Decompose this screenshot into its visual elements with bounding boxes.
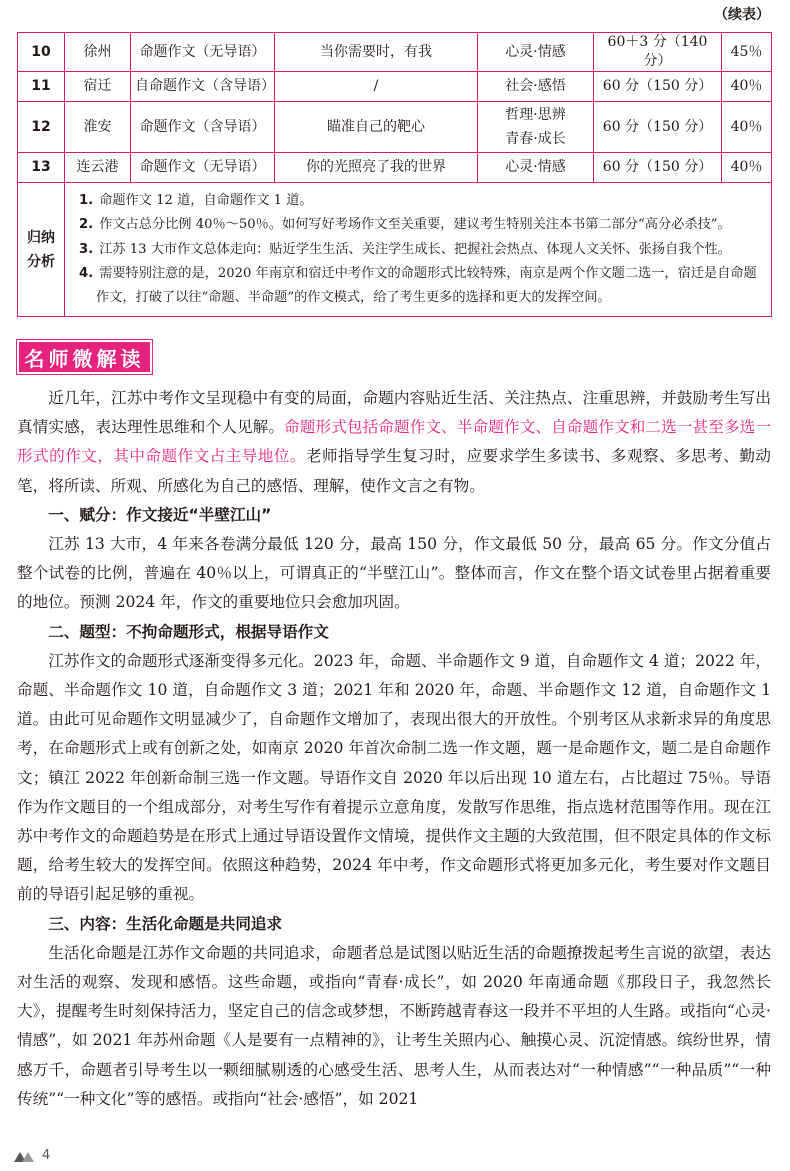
- city-cell: 徐州: [65, 33, 131, 72]
- score-cell: 60＋3 分（140 分）: [594, 33, 722, 72]
- title-cell: 瞄准自己的靶心: [275, 102, 478, 153]
- summary-item-number: 3.: [79, 241, 94, 257]
- title-cell: /: [275, 72, 478, 102]
- ratio-cell: 40％: [722, 102, 772, 153]
- ratio-cell: 40％: [722, 72, 772, 102]
- theme-cell: 心灵·情感: [478, 33, 594, 72]
- section-heading: 二、题型：不拘命题形式，根据导语作文: [48, 622, 329, 641]
- summary-row: [18, 183, 772, 317]
- form-cell: 自命题作文（含导语）: [131, 72, 275, 102]
- score-cell: 60 分（150 分）: [594, 72, 722, 102]
- summary-heading: [18, 183, 65, 317]
- summary-body: [65, 183, 772, 317]
- row-number: 12: [18, 102, 65, 153]
- row-number: 13: [18, 153, 65, 183]
- form-cell: 命题作文（无导语）: [131, 33, 275, 72]
- summary-item-text: 江苏 13 大市作文总体走向：贴近学生生活、关注学生成长、把握社会热点、体现人文关怀、张扬自我个性。: [99, 241, 731, 257]
- theme-cell: 心灵·情感: [478, 153, 594, 183]
- page-mark-icon: [14, 1150, 36, 1162]
- section-heading: 三、内容：生活化命题是共同追求: [48, 914, 283, 933]
- section-paragraph: 生活化命题是江苏作文命题的共同追求，命题者总是试图以贴近生活的命题撩拨起考生言说的欲望，表达对生活的观察、发现和感悟。这些命题，或指向“青春·成长”，如 2020 年南通命题《那段日子，我忽然长大》，提醒考生时刻保持活力，坚定自己的信念或梦想，不断跨越青春这一段并不平坦的人生路。或指向“心灵·情感”，如 2021 年苏州命题《人是要有一点精神的》，让考生关照内心、触摸心灵、沉淀情感。缤纷世界，情感万千，命题者引导考生以一颗细腻剔透的心感受生活、思考人生，从而表达对“一种情感”“一种品质”“一种传统”“一种文化”等的感悟。或指向“社会·感悟”，如 2021: [17, 943, 771, 1108]
- summary-item-text: 命题作文 12 道，自命题作文 1 道。: [99, 193, 313, 208]
- table-row: [18, 72, 772, 102]
- score-cell: 60 分（150 分）: [594, 102, 722, 153]
- section-paragraph: 江苏 13 大市，4 年来各卷满分最低 120 分，最高 150 分，作文最低 50 分，最高 65 分。作文分值占整个试卷的比例，普遍在 40％以上，可谓真正的“半壁江山”。整体而言，作文在整个语文试卷里占据着重要的地位。预测 2024 年，作文的重要地位只会愈加巩固。: [17, 535, 771, 612]
- intro-text: 近几年，江苏中考作文呈现稳中有变的局面，命题内容贴近生活、关注热点、注重思辨，并鼓励考生写出真情实感，表达理性思维和个人见解。: [17, 389, 771, 437]
- ratio-cell: 45％: [722, 33, 772, 72]
- highlighted-text: 命题形式包括命题作文、半命题作文、自命题作文和二选一甚至多选一形式的作文，其中命题作文占主导地位。: [17, 418, 771, 466]
- section-heading: 一、赋分：作文接近“半壁江山”: [48, 505, 272, 524]
- page-footer: [14, 1148, 50, 1163]
- form-cell: 命题作文（含导语）: [131, 102, 275, 153]
- summary-item-number: 1.: [79, 193, 94, 208]
- summary-item-text: 作文占总分比例 40％～50％。如何写好考场作文至关重要，建议考生特别关注本书第二部分“高分必杀技”。: [99, 217, 731, 233]
- summary-item: [79, 213, 761, 237]
- table-row: [18, 153, 772, 183]
- title-cell: 你的光照亮了我的世界: [275, 153, 478, 183]
- table-row: [18, 33, 772, 72]
- summary-item-number: 2.: [79, 217, 94, 233]
- summary-item: [79, 189, 761, 213]
- theme-cell: 社会·感悟: [478, 72, 594, 102]
- score-cell: 60 分（150 分）: [594, 153, 722, 183]
- section-banner: 名师微解读: [17, 340, 152, 374]
- intro-paragraph: [17, 384, 771, 501]
- city-cell: 宿迁: [65, 72, 131, 102]
- city-cell: 淮安: [65, 102, 131, 153]
- summary-heading-line: 分析: [27, 253, 55, 270]
- summary-heading-line: 归纳: [27, 229, 55, 246]
- theme-line: 哲理·思辨: [505, 107, 566, 123]
- row-number: 11: [18, 72, 65, 102]
- summary-item-text: 需要特别注意的是，2020 年南京和宿迁中考作文的命题形式比较特殊，南京是两个作文题二选一，宿迁是自命题作文，打破了以往“命题、半命题”的作文模式，给了考生更多的选择和更大的发挥空间。: [96, 265, 757, 306]
- exam-table: [17, 32, 772, 317]
- theme-line: 青春·成长: [505, 131, 566, 147]
- summary-item-number: 4.: [79, 265, 94, 281]
- title-cell: 当你需要时，有我: [275, 33, 478, 72]
- table-row: [18, 102, 772, 153]
- continued-label: （续表）: [714, 7, 770, 23]
- row-number: 10: [18, 33, 65, 72]
- theme-cell: [478, 102, 594, 153]
- summary-item: [79, 262, 761, 311]
- page-number: 4: [42, 1148, 51, 1163]
- article-body: [17, 384, 771, 1114]
- form-cell: 命题作文（无导语）: [131, 153, 275, 183]
- summary-item: [79, 238, 761, 262]
- intro-text: 老师指导学生复习时，应要求学生多读书、多观察、多思考、勤动笔，将所读、所观、所感化为自己的感悟、理解，使作文言之有物。: [17, 447, 771, 495]
- ratio-cell: 40％: [722, 153, 772, 183]
- section-paragraph: 江苏作文的命题形式逐渐变得多元化。2023 年，命题、半命题作文 9 道，自命题作文 4 道；2022 年，命题、半命题作文 10 道，自命题作文 3 道；2021 年和 2020 年，命题、半命题作文 12 道，自命题作文 1 道。由此可见命题作文明显减少了，自命题作文增加了，表现出很大的开放性。个别考区从求新求异的角度思考，在命题形式上或有创新之处，如南京 2020 年首次命制二选一作文题，题一是命题作文，题二是自命题作文；镇江 2022 年创新命制三选一作文题。导语作文自 2020 年以后出现 10 道左右，占比超过 75％。导语作为作文题目的一个组成部分，对考生写作有着提示立意角度，发散写作思维，指点选材范围等作用。现在江苏中考作文的命题趋势是在形式上通过导语设置作文情境，提供作文主题的大致范围，但不限定具体的作文标题，给考生较大的发挥空间。依照这种趋势，2024 年中考，作文命题形式将更加多元化，考生要对作文题目前的导语引起足够的重视。: [17, 651, 771, 904]
- city-cell: 连云港: [65, 153, 131, 183]
